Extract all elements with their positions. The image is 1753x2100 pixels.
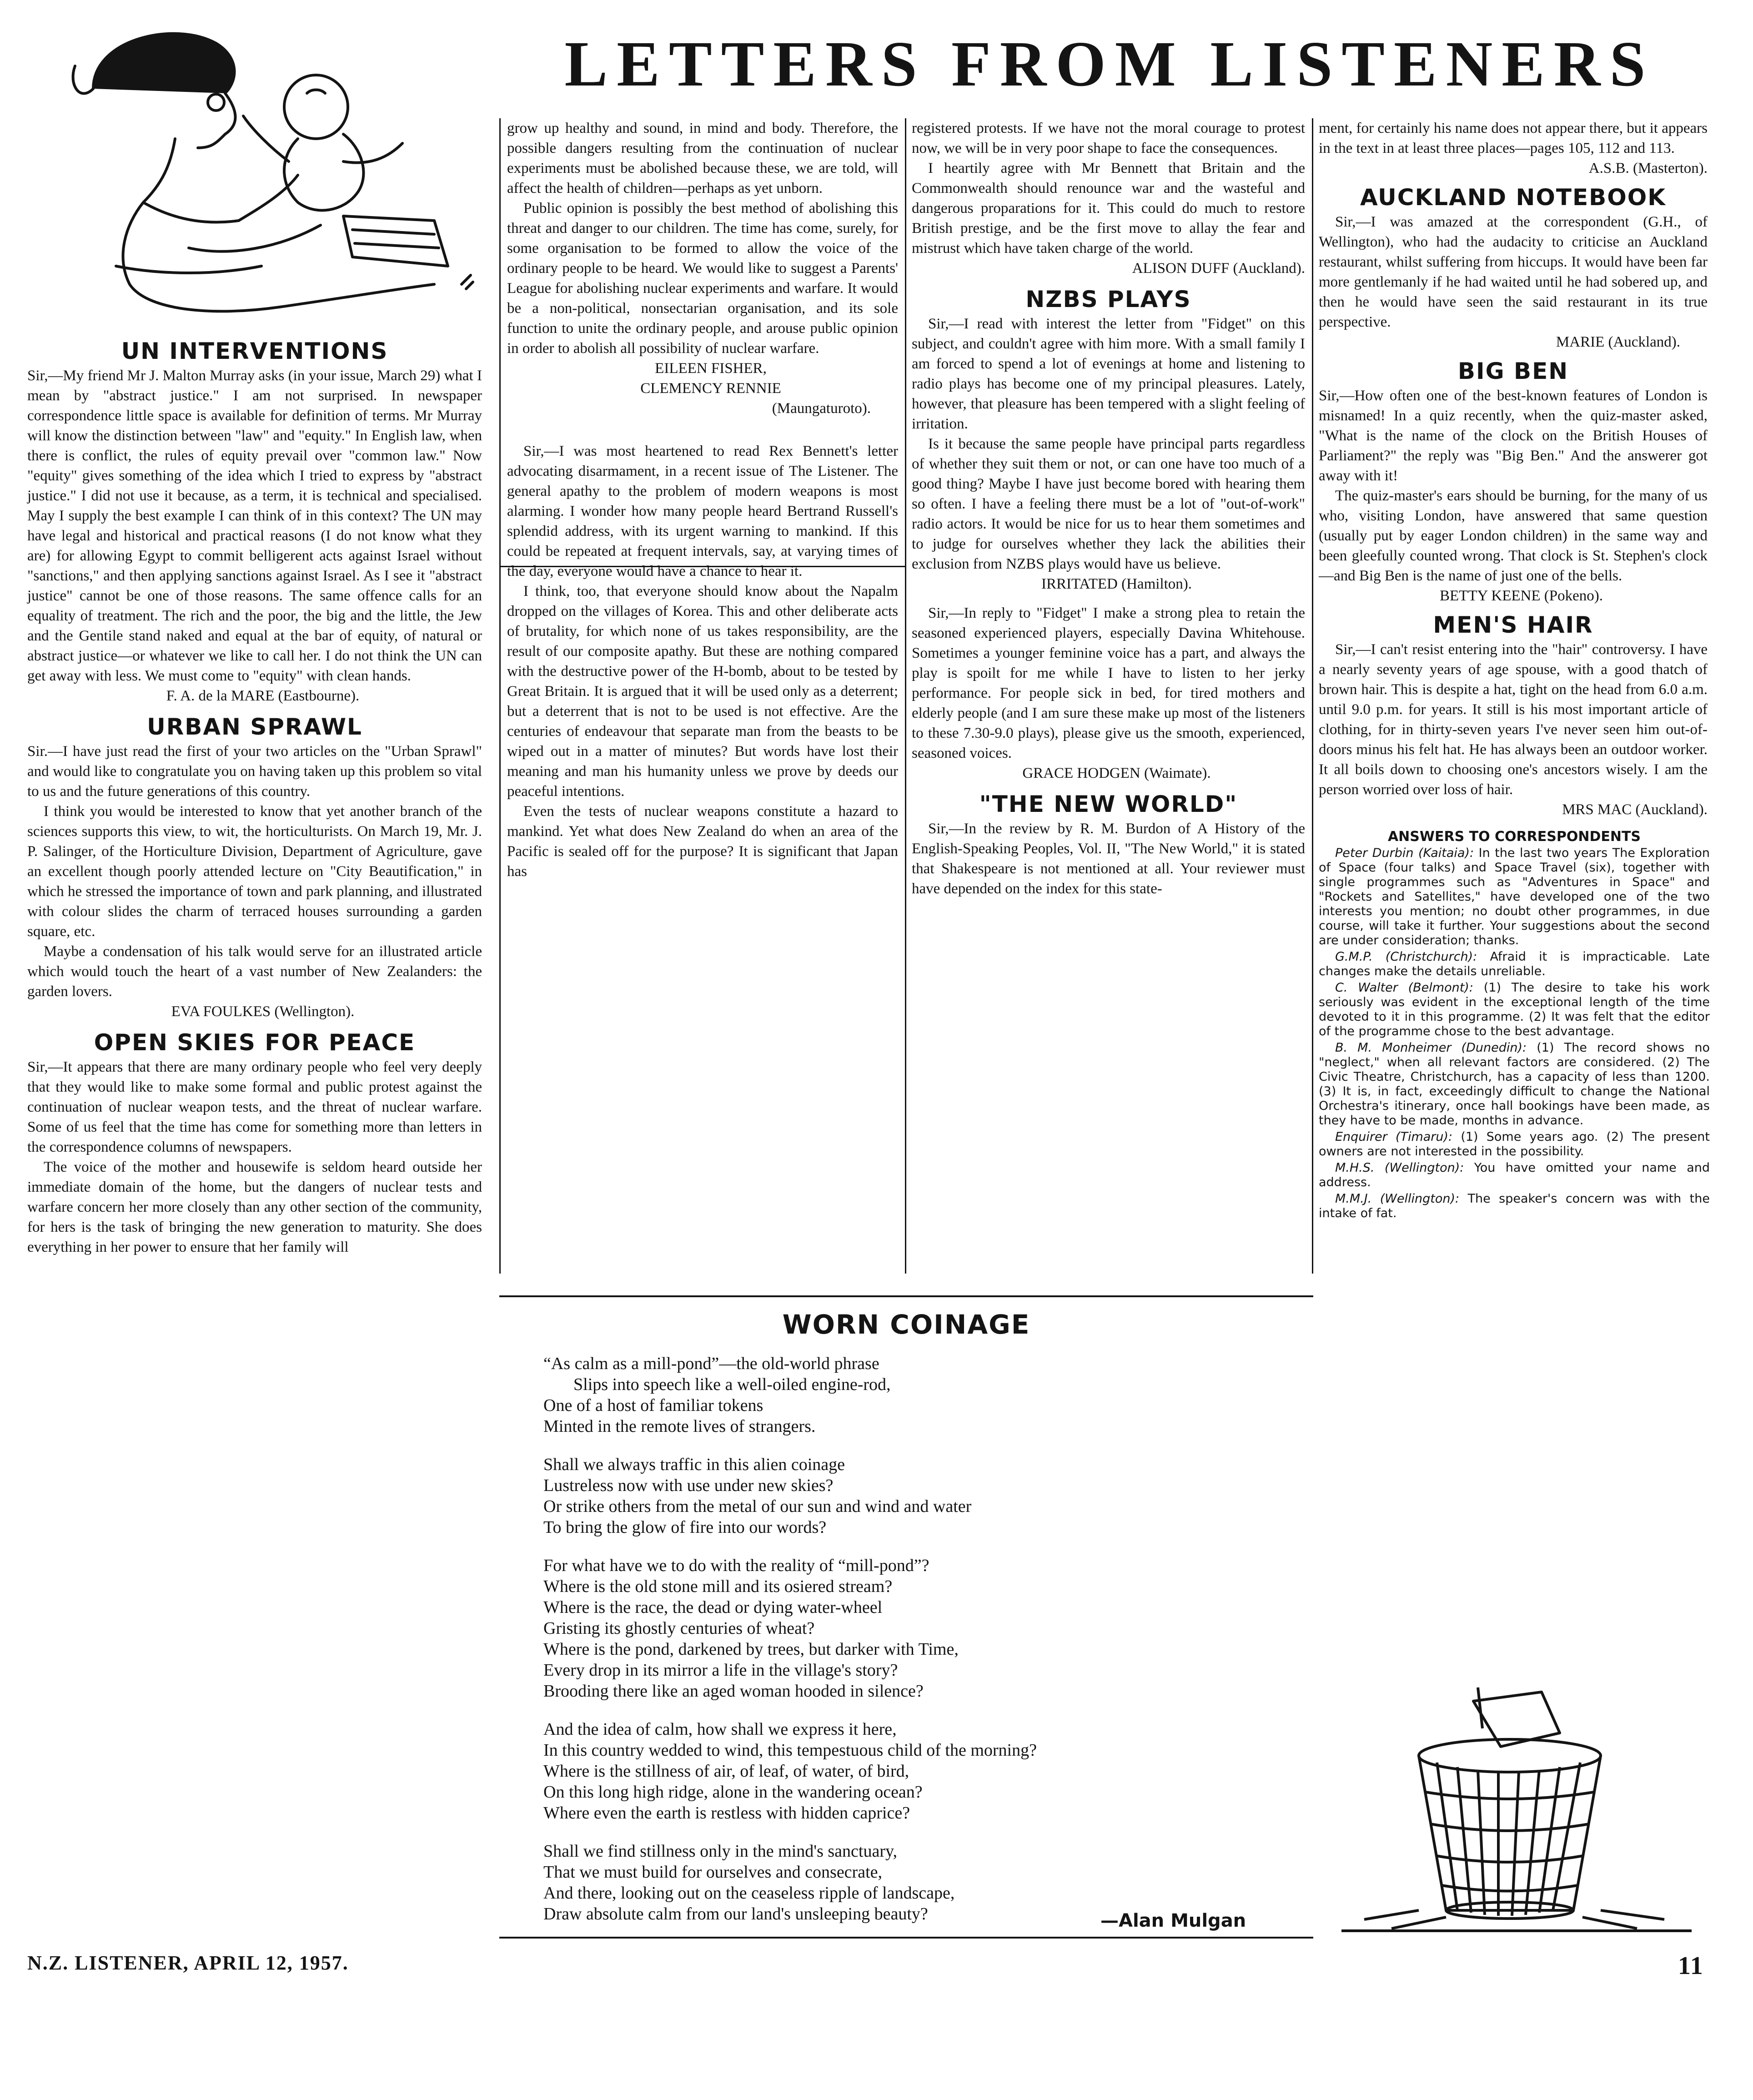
poem-line: On this long high ridge, alone in the wandering ocean? xyxy=(543,1783,923,1802)
poem-stanza xyxy=(543,1353,1307,1437)
heading-urban-sprawl: URBAN SPRAWL xyxy=(147,714,362,740)
poem-author: —Alan Mulgan xyxy=(1100,1910,1246,1931)
letter-paragraph: I think you would be interested to know that yet another branch of the sciences supports this view, to wit, the horticulturists. On March 19, Mr. J. P. Salinger, of the Horticulture Division, Department of Agriculture, gave an excellent though poorly attended lecture on "City Beautification," in which he stressed the importance of town and park planning, and illustrated with colour slides the charm of terraced houses surrounding a garden square, etc. xyxy=(27,803,482,940)
letter-paragraph: Sir,—In the review by R. M. Burdon of A History of the English-Speaking Peoples, Vol. II, "The New World," it is stated that Shakespeare is not mentioned at all. Your reviewer must have depended on the index for this state- xyxy=(912,821,1305,897)
poem-line: Slips into speech like a well-oiled engine-rod, xyxy=(573,1375,891,1394)
poem-line: “As calm as a mill-pond”—the old-world phrase xyxy=(543,1354,879,1373)
poem-line: For what have we to do with the reality of “mill-pond”? xyxy=(543,1556,929,1575)
poem-line: Gristing its ghostly centuries of wheat? xyxy=(543,1619,815,1638)
letter-signature: (Maungaturoto). xyxy=(772,400,871,417)
poem-worn-coinage xyxy=(543,1353,1307,1924)
masthead: LETTERS FROM LISTENERS xyxy=(564,28,1655,100)
column-rule xyxy=(1312,118,1313,1274)
column-2 xyxy=(507,118,898,881)
poem-stanza xyxy=(543,1454,1307,1538)
letter-signature: MARIE (Auckland). xyxy=(1556,334,1680,350)
answer-item: B. M. Monheimer (Dunedin): (1) The record shows no "neglect," when all relevant factors are considered. (2) The Civic Theatre, Christchurch, has a capacity of less than 1200. (3) It is, in fact, exceedingly difficult to change the National Orchestra's itinerary, once hall bookings have been made, as they have to be made, months in advance. xyxy=(1319,1041,1710,1128)
section-rule xyxy=(499,1937,1313,1939)
poem-line: One of a host of familiar tokens xyxy=(543,1396,763,1415)
letter-paragraph: Sir,—My friend Mr J. Malton Murray asks (in your issue, March 29) what I mean by "abstract justice." I am not surprised. In newspaper correspondence little space is available for definition of terms. Mr Murray will know the distinction between "law" and "equity." In English law, when there is conflict, the rules of equity prevail over "common law." Now "equity" gives something of the idea which I tried to express by "abstract justice." I did not use it because, as a term, it is technical and specialised. May I supply the best example I can think of in this context? The UN may have legal and historical and practical reasons (I do not know what they are) for allowing Egypt to commit belligerent acts against Israel without "sanctions," and then applying sanctions against Israel. As I see it "abstract justice" cannot be one of those reasons. The same offence calls for an equality of treatment. The rich and the poor, the big and the little, the Jew and the Gentile stand naked and equal at the bar of equity, of natural or abstract justice—or whatever we like to call her. I do not think the UN can get away with less. We must come to "equity" with clean hands. xyxy=(27,368,482,684)
letter-signature: GRACE HODGEN (Waimate). xyxy=(1022,765,1211,781)
answers-to-correspondents xyxy=(1319,828,1710,1221)
heading-mens-hair: MEN'S HAIR xyxy=(1433,612,1593,638)
poem-line: Or strike others from the metal of our sun and wind and water xyxy=(543,1497,972,1516)
letter-paragraph: Even the tests of nuclear weapons constitute a hazard to mankind. Yet what does New Zealand do when an area of the Pacific is sealed off for the purpose? It is significant that Japan has xyxy=(507,803,898,880)
letter-paragraph: Maybe a condensation of his talk would serve for an illustrated article which would touch the heart of a vast number of New Zealanders: the garden lovers. xyxy=(27,943,482,1000)
letter-paragraph: Sir,—I can't resist entering into the "hair" controversy. I have a nearly seventy years of age spouse, with a good thatch of brown hair. This is despite a hat, tight on the head from 6.0 a.m. until 9.0 p.m. for years. It still is his most important article of clothing, for in thirty-seven years I've never seen him out-of-doors minus his felt hat. He has always been an outdoor worker. It all boils down to choosing one's ancestors wisely. I am the person worried over loss of hair. xyxy=(1319,641,1708,798)
poem-line: Brooding there like an aged woman hooded in silence? xyxy=(543,1682,924,1701)
heading-open-skies: OPEN SKIES FOR PEACE xyxy=(94,1029,416,1056)
letter-paragraph: Sir,—I was most heartened to read Rex Bennett's letter advocating disarmament, in a recent issue of The Listener. The general apathy to the problem of modern weapons is most alarming. I wonder how many people heard Bertrand Russell's splendid address, with its urgent warning to mankind. If this could be repeated at frequent intervals, say, at varying times of the day, everyone would have a chance to hear it. xyxy=(507,443,898,579)
heading-un-interventions: UN INTERVENTIONS xyxy=(121,338,388,364)
poem-line: Where is the stillness of air, of leaf, of water, of bird, xyxy=(543,1762,909,1781)
letter-signature: EILEEN FISHER, xyxy=(655,360,767,377)
letter-signature: IRRITATED (Hamilton). xyxy=(1041,576,1192,592)
letter-paragraph: The voice of the mother and housewife is seldom heard outside her immediate domain of the home, but the dangers of nuclear tests and warfare concern her more closely than any other section of the community, for hers is the task of bringing the new generation to maturity. She does everything in her power to ensure that her family will xyxy=(27,1159,482,1255)
poem-title: WORN COINAGE xyxy=(782,1309,1030,1340)
poem-line: In this country wedded to wind, this tempestuous child of the morning? xyxy=(543,1741,1037,1760)
column-1 xyxy=(27,337,482,1257)
poem-line: Lustreless now with use under new skies? xyxy=(543,1476,834,1495)
poem-line: Shall we always traffic in this alien coinage xyxy=(543,1455,845,1474)
letter-paragraph: Sir,—I read with interest the letter from "Fidget" on this subject, and couldn't agree with him more. With a small family I am forced to spend a lot of evenings at home and listening to radio plays has become one of my principal pleasures. Lately, however, that pleasure has been tempered with a slight feeling of irritation. xyxy=(912,316,1305,432)
mother-and-baby-illustration xyxy=(25,11,489,325)
answer-item: Enquirer (Timaru): (1) Some years ago. (2) The present owners are not interested in the possibility. xyxy=(1319,1130,1710,1158)
column-4 xyxy=(1319,118,1708,1223)
letter-paragraph: Is it because the same people have principal parts regardless of whether they suit them or not, or can one have too much of a good thing? Maybe I have just become bored with hearing them so often. I have a feeling there must be a lot of "out-of-work" radio actors. It would be nice for us to hear them sometimes and to judge for ourselves whether they lack the abilities their exclusion from NZBS plays would have us believe. xyxy=(912,436,1305,572)
answer-item: G.M.P. (Christchurch): Afraid it is impracticable. Late changes make the details unreliable. xyxy=(1319,950,1710,978)
poem-line: That we must build for ourselves and consecrate, xyxy=(543,1863,882,1882)
poem-line: Minted in the remote lives of strangers. xyxy=(543,1417,816,1436)
letter-paragraph: Sir,—It appears that there are many ordinary people who feel very deeply that they would like to make some formal and public protest against the continuation of nuclear weapon tests, and the threat of nuclear warfare. Some of us feel that the time has come for something more than letters in the correspondence columns of newspapers. xyxy=(27,1059,482,1155)
poem-line: Every drop in its mirror a life in the village's story? xyxy=(543,1661,898,1680)
letter-paragraph: Public opinion is possibly the best method of abolishing this threat and danger to our children. The time has come, surely, for some organisation to be formed to allow the voice of the ordinary people to be heard. We would like to suggest a Parents' League for abolishing nuclear experiments and warfare. It would be a non-political, nonsectarian organisation, and its sole function to unite the ordinary people, and arouse public opinion in order to abolish all possibility of nuclear warfare. xyxy=(507,200,898,357)
poem-line: Where even the earth is restless with hidden caprice? xyxy=(543,1803,910,1823)
letter-signature: A.S.B. (Masterton). xyxy=(1588,160,1708,176)
poem-line: Where is the race, the dead or dying water-wheel xyxy=(543,1598,883,1617)
poem-line: To bring the glow of fire into our words? xyxy=(543,1518,827,1537)
poem-line: Where is the old stone mill and its osiered stream? xyxy=(543,1577,893,1596)
answer-item: M.H.S. (Wellington): You have omitted your name and address. xyxy=(1319,1161,1710,1189)
answer-item: M.M.J. (Wellington): The speaker's concern was with the intake of fat. xyxy=(1319,1192,1710,1220)
letter-signature: CLEMENCY RENNIE xyxy=(640,380,781,397)
letter-paragraph: Sir,—I was amazed at the correspondent (G.H., of Wellington), who had the audacity to criticise an Auckland restaurant, whilst suffering from hiccups. It would have been far more gentlemanly if he had waited until he had sobered up, and then he would have seen the said restaurant in its true perspective. xyxy=(1319,214,1708,330)
wastepaper-basket-illustration xyxy=(1328,1683,1701,1938)
heading-the-new-world: "THE NEW WORLD" xyxy=(979,791,1238,817)
answers-heading: ANSWERS TO CORRESPONDENTS xyxy=(1387,829,1641,845)
heading-big-ben: BIG BEN xyxy=(1457,358,1569,384)
footer-publication-date: N.Z. LISTENER, APRIL 12, 1957. xyxy=(27,1952,349,1974)
letter-signature: BETTY KEENE (Pokeno). xyxy=(1440,588,1603,604)
letter-signature: MRS MAC (Auckland). xyxy=(1562,801,1708,818)
page-number: 11 xyxy=(1678,1952,1704,1980)
column-rule xyxy=(905,118,906,1274)
heading-auckland-notebook: AUCKLAND NOTEBOOK xyxy=(1360,184,1666,211)
poem-line: Draw absolute calm from our land's unsleeping beauty? xyxy=(543,1904,928,1924)
heading-nzbs-plays: NZBS PLAYS xyxy=(1025,286,1191,312)
poem-line: Where is the pond, darkened by trees, but darker with Time, xyxy=(543,1640,959,1659)
letter-paragraph: Sir.—I have just read the first of your two articles on the "Urban Sprawl" and would like to congratulate you on having taken up this problem so vital to us and the future generations of this country. xyxy=(27,743,482,800)
letter-paragraph: ment, for certainly his name does not appear there, but it appears in the text in at least three places—pages 105, 112 and 113. xyxy=(1319,120,1708,156)
letter-paragraph: I heartily agree with Mr Bennett that Britain and the Commonwealth should renounce war and the wasteful and dangerous proparations for it. This could do much to restore British prestige, and be the first move to allay the fear and mistrust which have taken charge of the world. xyxy=(912,160,1305,257)
poem-line: And there, looking out on the ceaseless ripple of landscape, xyxy=(543,1883,955,1903)
poem-line: And the idea of calm, how shall we express it here, xyxy=(543,1720,897,1739)
letter-paragraph: registered protests. If we have not the moral courage to protest now, we will be in very poor shape to face the consequences. xyxy=(912,120,1305,156)
column-3 xyxy=(912,118,1305,899)
letter-signature: ALISON DUFF (Auckland). xyxy=(1132,260,1305,277)
answer-item: Peter Durbin (Kaitaia): In the last two years The Exploration of Space (four talks) and Space Travel (six), together with single programmes such as "Adventures in Space" and "Rockets and Satellites," have developed one of the two interests you mention; no doubt other programmes, in due course, will take it further. Your suggestions about the second are under consideration; thanks. xyxy=(1319,846,1710,947)
poem-stanza xyxy=(543,1555,1307,1702)
section-rule xyxy=(499,1295,1313,1297)
letter-signature: F. A. de la MARE (Eastbourne). xyxy=(166,688,360,704)
letter-paragraph: Sir,—In reply to "Fidget" I make a strong plea to retain the seasoned experienced players, especially Davina Whitehouse. Sometimes a younger feminine voice has a part, and always the play is spoilt for me while I have to listen to her jerky performance. For people sick in bed, for tired mothers and elderly people (and I am sure these make up most of the listeners to these 7.30-9.0 plays), please give us the smooth, experienced, seasoned voices. xyxy=(912,605,1305,761)
letter-signature: EVA FOULKES (Wellington). xyxy=(171,1003,355,1020)
letter-paragraph: The quiz-master's ears should be burning, for the many of us who, visiting London, have answered that same question (usually put by eager London children) in the same way and been gleefully counted wrong. That clock is St. Stephen's clock—and Big Ben is the name of just one of the bells. xyxy=(1319,488,1708,584)
poem-line: Shall we find stillness only in the mind's sanctuary, xyxy=(543,1842,898,1861)
letter-paragraph: Sir,—How often one of the best-known features of London is misnamed! In a quiz recently, when the quiz-master asked, "What is the name of the clock on the British Houses of Parliament?" the reply was "Big Ben." And the answerer got away with it! xyxy=(1319,388,1708,484)
letter-paragraph: grow up healthy and sound, in mind and body. Therefore, the possible dangers resulting from the continuation of nuclear experiments must be abolished because these, we are told, will affect the health of children—perhaps as yet unborn. xyxy=(507,120,898,196)
letter-paragraph: I think, too, that everyone should know about the Napalm dropped on the villages of Korea. This and other deliberate acts of brutality, for which none of us takes responsibility, are the result of our composite apathy. But these are nothing compared with the destructive power of the H-bomb, about to be tested by Great Britain. It is argued that it will be used only as a deterrent; but a deterrent that is not to be used is not effective. Are the centuries of endeavour that separate man from the beasts to be wiped out in a matter of minutes? But words have lost their meaning and man his humanity unless we prove by deeds our peaceful intentions. xyxy=(507,583,898,800)
column-rule xyxy=(499,118,501,1274)
answer-item: C. Walter (Belmont): (1) The desire to take his work seriously was evident in the exceptional length of the time devoted to it in this programme. (2) It was felt that the editor of the programme chose to the best advantage. xyxy=(1319,981,1710,1038)
poem-stanza xyxy=(543,1719,1307,1823)
